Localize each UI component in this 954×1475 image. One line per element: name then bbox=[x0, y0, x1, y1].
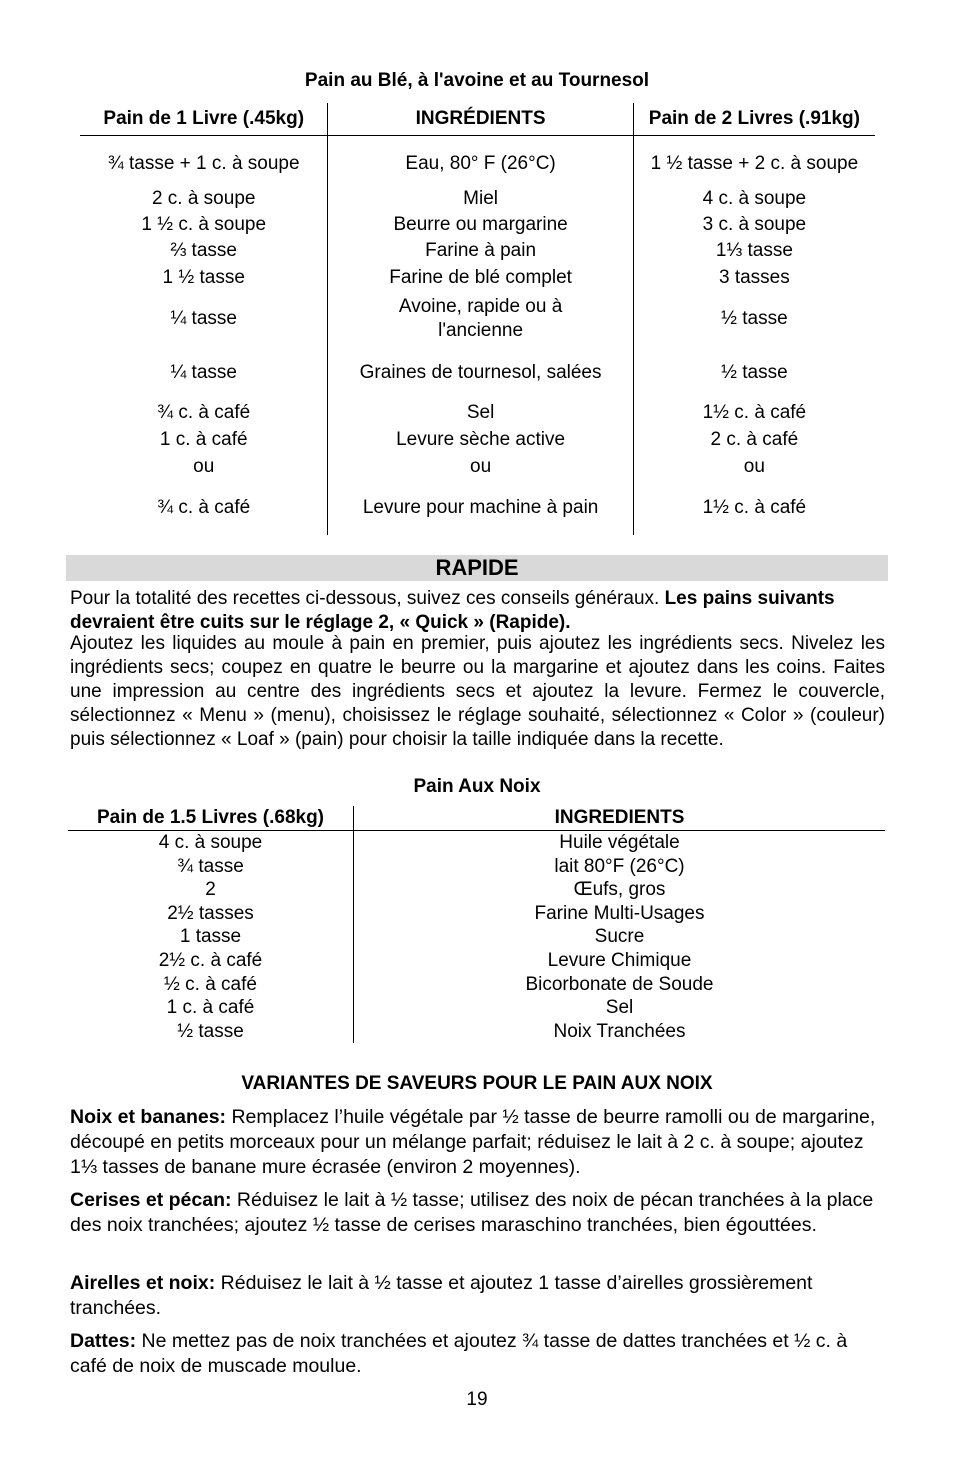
table-cell: Levure Chimique bbox=[547, 949, 692, 971]
table-row bbox=[68, 902, 885, 926]
recipe1-header-ingredients: INGRÉDIENTS bbox=[328, 103, 633, 136]
table-cell: Farine de blé complet bbox=[328, 265, 633, 292]
table-cell: 1 c. à café bbox=[80, 427, 328, 454]
table-cell: Eau, 80° F (26°C) bbox=[328, 146, 633, 186]
table-cell: ¾ c. à café bbox=[80, 481, 328, 535]
rapide-intro-bold: Les pains suivants devraient être cuits sur le réglage 2, « Quick » (Rapide). bbox=[70, 588, 835, 633]
page-number: 19 bbox=[466, 1389, 488, 1410]
table-cell: 1½ c. à café bbox=[702, 402, 807, 423]
table-cell: Avoine, rapide ou à l'ancienne bbox=[328, 292, 633, 346]
table-cell: ¾ c. à café bbox=[80, 400, 328, 427]
table-row bbox=[80, 400, 875, 427]
table-row bbox=[80, 346, 875, 400]
recipe2-table bbox=[68, 806, 885, 1043]
table-cell: ou bbox=[80, 454, 328, 481]
table-cell: Graines de tournesol, salées bbox=[328, 346, 633, 400]
table-cell: Farine Multi-Usages bbox=[534, 902, 705, 924]
table-cell: 2½ tasses bbox=[68, 902, 354, 926]
recipe2-header-ingredients: INGREDIENTS bbox=[354, 806, 886, 831]
variation-item bbox=[70, 1271, 885, 1321]
table-row bbox=[80, 146, 875, 186]
recipe1-header-small: Pain de 1 Livre (.45kg) bbox=[80, 103, 328, 136]
table-cell: Sel bbox=[605, 997, 634, 1019]
table-row bbox=[80, 292, 875, 346]
table-cell: 2½ c. à café bbox=[68, 949, 354, 973]
variation-text: Réduisez le lait à ½ tasse; utilisez des noix de pécan tranchées à la place des noix tranchées; ajoutez ½ tasse de cerises maraschino tranchées, bien égouttées. bbox=[70, 1189, 874, 1236]
table-cell: 4 c. à soupe bbox=[68, 831, 354, 855]
table-cell: Œufs, gros bbox=[573, 879, 666, 901]
table-row bbox=[80, 427, 875, 454]
table-cell: Huile végétale bbox=[559, 832, 680, 853]
variation-item bbox=[70, 1188, 885, 1238]
table-row bbox=[80, 481, 875, 535]
table-cell: 1⅓ tasse bbox=[715, 240, 793, 261]
table-cell: 3 tasses bbox=[718, 267, 790, 288]
rapide-instructions: Ajoutez les liquides au moule à pain en premier, puis ajoutez les ingrédients secs. Nivelez les ingrédients secs; coupez en quatre le beurre ou la margarine et ajoutez dans les coins. Faites une impression au centre des ingrédients secs et ajoutez la levure. Fermez le couvercle, sélectionnez « Menu » (menu), choisissez le réglage souhaité, sélectionnez « Color » (couleur) puis sélectionnez « Loaf » (pain) pour choisir la taille indiquée dans la recette. bbox=[70, 633, 885, 750]
recipe1-title: Pain au Blé, à l'avoine et au Tournesol bbox=[304, 70, 650, 91]
table-cell: ½ tasse bbox=[721, 361, 788, 383]
table-cell: Noix Tranchées bbox=[553, 1020, 686, 1042]
variation-label: Airelles et noix: bbox=[70, 1272, 216, 1294]
recipe1-header-large: Pain de 2 Livres (.91kg) bbox=[633, 103, 875, 136]
variation-item bbox=[70, 1329, 885, 1379]
table-cell: 1 ½ c. à soupe bbox=[80, 212, 328, 238]
table-cell: 1 ½ tasse + 2 c. à soupe bbox=[650, 152, 859, 174]
table-row bbox=[68, 831, 885, 855]
table-cell: Levure pour machine à pain bbox=[328, 481, 633, 535]
table-row bbox=[68, 949, 885, 973]
rapide-section-heading: RAPIDE bbox=[66, 555, 888, 581]
table-cell: 2 bbox=[68, 878, 354, 902]
variation-text: Réduisez le lait à ½ tasse et ajoutez 1 tasse d’airelles grossièrement tranchées. bbox=[70, 1272, 813, 1319]
table-cell: Farine à pain bbox=[328, 238, 633, 265]
table-cell: ¼ tasse bbox=[80, 346, 328, 400]
table-cell: ½ tasse bbox=[721, 307, 788, 329]
table-row bbox=[68, 878, 885, 902]
table-cell: ¾ tasse bbox=[68, 855, 354, 879]
table-cell: Bicorbonate de Soude bbox=[525, 973, 714, 995]
table-cell: ¾ tasse + 1 c. à soupe bbox=[80, 146, 328, 186]
variation-label: Noix et bananes: bbox=[70, 1106, 227, 1128]
table-row bbox=[68, 996, 885, 1020]
table-cell: Sel bbox=[328, 400, 633, 427]
table-cell: ⅔ tasse bbox=[80, 238, 328, 265]
table-cell: Miel bbox=[328, 186, 633, 212]
table-cell: ou bbox=[328, 454, 633, 481]
table-cell: 2 c. à soupe bbox=[80, 186, 328, 212]
table-row bbox=[80, 212, 875, 238]
table-cell: 3 c. à soupe bbox=[702, 213, 807, 235]
table-cell: 1 tasse bbox=[68, 925, 354, 949]
variation-label: Dattes: bbox=[70, 1330, 137, 1352]
table-cell: lait 80°F (26°C) bbox=[554, 855, 685, 877]
table-cell: ¼ tasse bbox=[80, 292, 328, 346]
variation-text: Ne mettez pas de noix tranchées et ajoutez ¾ tasse de dattes tranchées et ½ c. à café de noix de muscade moulue. bbox=[70, 1330, 848, 1377]
recipe1-table bbox=[80, 103, 875, 535]
table-cell: 1½ c. à café bbox=[702, 496, 807, 518]
rapide-intro-text: Pour la totalité des recettes ci-dessous, suivez ces conseils généraux. bbox=[70, 588, 660, 609]
table-row bbox=[68, 855, 885, 879]
table-cell: 1 ½ tasse bbox=[80, 265, 328, 292]
table-row bbox=[80, 186, 875, 212]
table-cell: Sucre bbox=[594, 926, 645, 948]
table-row bbox=[80, 454, 875, 481]
variations-title: VARIANTES DE SAVEURS POUR LE PAIN AUX NOIX bbox=[241, 1073, 713, 1094]
table-row bbox=[68, 925, 885, 949]
table-cell: Levure sèche active bbox=[328, 427, 633, 454]
table-cell: ½ c. à café bbox=[68, 973, 354, 997]
table-row bbox=[68, 973, 885, 997]
table-row bbox=[80, 265, 875, 292]
table-cell: 4 c. à soupe bbox=[702, 187, 807, 209]
table-row bbox=[68, 1020, 885, 1044]
recipe2-title: Pain Aux Noix bbox=[413, 776, 541, 797]
variation-label: Cerises et pécan: bbox=[70, 1189, 232, 1211]
variation-text: Remplacez l’huile végétale par ½ tasse de beurre ramolli ou de margarine, découpé en petits morceaux pour un mélange parfait; réduisez le lait à 2 c. à soupe; ajoutez 1⅓ tasses de banane mure écrasée (environ 2 moyennes). bbox=[70, 1106, 876, 1178]
rapide-intro bbox=[70, 587, 885, 635]
table-cell: 2 c. à café bbox=[710, 429, 799, 450]
table-cell: ou bbox=[743, 456, 765, 477]
table-row bbox=[80, 238, 875, 265]
recipe2-header-amount: Pain de 1.5 Livres (.68kg) bbox=[68, 806, 354, 831]
variation-item bbox=[70, 1105, 885, 1180]
table-cell: Beurre ou margarine bbox=[328, 212, 633, 238]
table-cell: ½ tasse bbox=[68, 1020, 354, 1044]
table-cell: 1 c. à café bbox=[68, 996, 354, 1020]
